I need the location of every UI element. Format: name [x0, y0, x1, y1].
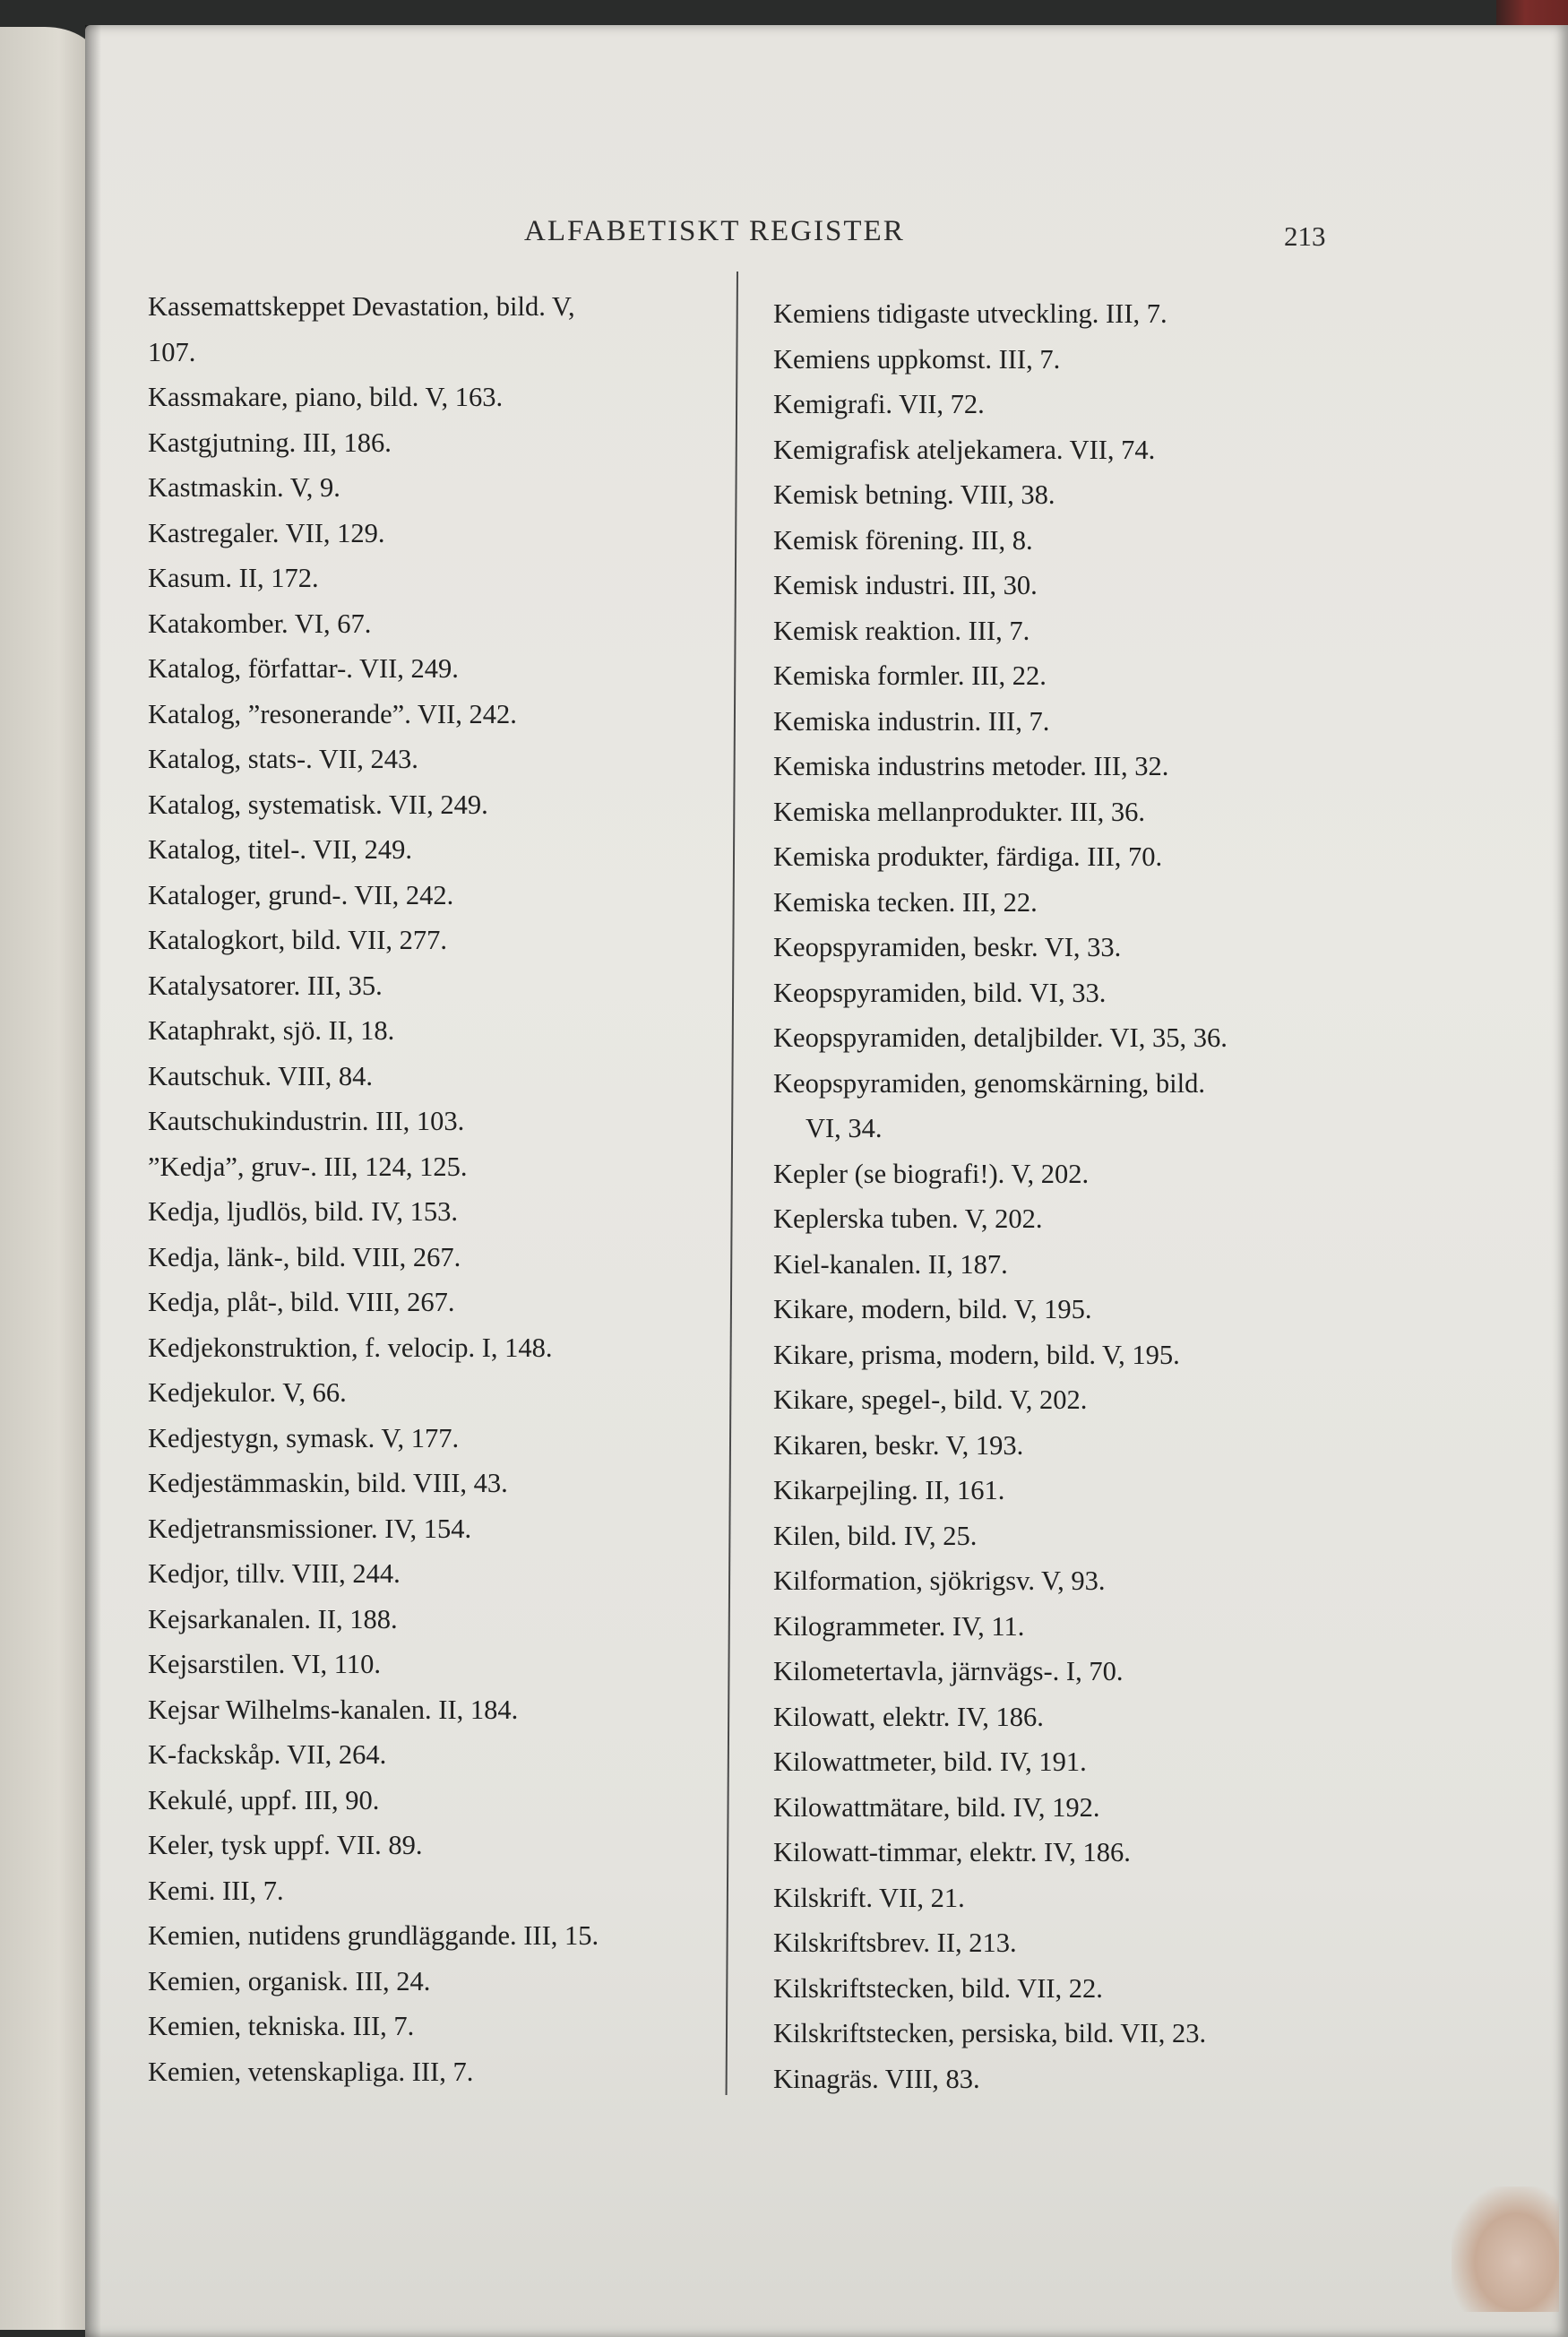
index-entry: Kasum. II, 172. — [148, 563, 319, 593]
index-entry: Kataphrakt, sjö. II, 18. — [148, 1015, 395, 1046]
index-entry: Kedja, plåt-, bild. VIII, 267. — [148, 1287, 455, 1317]
running-title: ALFABETISKT REGISTER — [524, 215, 905, 247]
index-column-right — [773, 291, 1472, 2101]
index-entry: Kautschukindustrin. III, 103. — [148, 1106, 465, 1136]
index-entry: Kemisk reaktion. III, 7. — [773, 615, 1030, 646]
index-entry: Kassemattskeppet Devastation, bild. V, — [148, 291, 575, 322]
index-entry: Katalysatorer. III, 35. — [148, 970, 383, 1001]
index-entry: Kemien, nutidens grundläggande. III, 15. — [148, 1920, 599, 1951]
index-entry: Keopspyramiden, genomskärning, bild. — [773, 1067, 1205, 1099]
index-entry: Katalog, författar-. VII, 249. — [148, 653, 459, 684]
index-entry: Kemigrafisk ateljekamera. VII, 74. — [773, 434, 1156, 465]
index-entry: Kejsar Wilhelms-kanalen. II, 184. — [148, 1694, 519, 1725]
index-entry: Kedja, länk-, bild. VIII, 267. — [148, 1241, 461, 1272]
index-entry: Kautschuk. VIII, 84. — [148, 1060, 374, 1091]
index-entry: Keopspyramiden, bild. VI, 33. — [773, 977, 1107, 1008]
index-entry: Kepler (se biografi!). V, 202. — [773, 1158, 1090, 1189]
index-entry: Kemien, vetenskapliga. III, 7. — [148, 2056, 474, 2087]
index-entry: Kekulé, uppf. III, 90. — [148, 1784, 380, 1815]
index-entry: Kilowatt, elektr. IV, 186. — [773, 1701, 1044, 1732]
index-entry: Kemiska tecken. III, 22. — [773, 886, 1038, 918]
index-entry: Kikarpejling. II, 161. — [773, 1475, 1005, 1505]
index-entry: Kataloger, grund-. VII, 242. — [148, 879, 454, 910]
page-number: 213 — [1284, 220, 1326, 252]
index-entry: Kilowatt-timmar, elektr. IV, 186. — [773, 1837, 1131, 1867]
index-entry: Kilowattmeter, bild. IV, 191. — [773, 1746, 1087, 1777]
index-entry: Katalog, stats-. VII, 243. — [148, 744, 418, 774]
index-entry: Keler, tysk uppf. VII. 89. — [148, 1830, 423, 1860]
index-entry: Kemiska industrin. III, 7. — [773, 705, 1050, 737]
index-entry: Kemien, tekniska. III, 7. — [148, 2011, 415, 2041]
index-entry: Kedjestämmaskin, bild. VIII, 43. — [148, 1468, 508, 1498]
index-entry: Kedjekonstruktion, f. velocip. I, 148. — [148, 1332, 553, 1363]
index-entry: Kemiens uppkomst. III, 7. — [773, 343, 1061, 375]
index-entry: Katakomber. VI, 67. — [148, 608, 372, 639]
index-entry: Kejsarkanalen. II, 188. — [148, 1603, 398, 1634]
index-entry: Kastregaler. VII, 129. — [148, 517, 385, 548]
index-entry: Kemisk förening. III, 8. — [773, 524, 1033, 556]
gutter-shadow — [85, 25, 101, 2337]
index-entry: Kemisk industri. III, 30. — [773, 570, 1038, 600]
index-entry: Kemigrafi. VII, 72. — [773, 389, 985, 419]
index-entry: Katalog, ”resonerande”. VII, 242. — [148, 698, 517, 729]
index-entry: Kemiska industrins metoder. III, 32. — [773, 751, 1169, 781]
index-entry: Kedjor, tillv. VIII, 244. — [148, 1558, 401, 1589]
index-entry: Keopspyramiden, beskr. VI, 33. — [773, 932, 1122, 962]
index-entry: Kassmakare, piano, bild. V, 163. — [148, 382, 504, 412]
index-entry: ”Kedja”, gruv-. III, 124, 125. — [148, 1151, 468, 1182]
index-entry: Keplerska tuben. V, 202. — [773, 1203, 1043, 1234]
index-entry: Kikaren, beskr. V, 193. — [773, 1429, 1024, 1461]
index-column-left — [148, 284, 802, 2094]
index-entry: Keopspyramiden, detaljbilder. VI, 35, 36. — [773, 1022, 1228, 1053]
index-entry: Kilogrammeter. IV, 11. — [773, 1610, 1025, 1642]
index-entry: Kemiska mellanprodukter. III, 36. — [773, 796, 1146, 827]
index-entry: Kinagräs. VIII, 83. — [773, 2063, 980, 2094]
book-page — [85, 25, 1568, 2337]
index-entry: Kilometertavla, järnvägs-. I, 70. — [773, 1656, 1124, 1686]
index-entry: Kastgjutning. III, 186. — [148, 427, 392, 458]
index-entry: Kilen, bild. IV, 25. — [773, 1520, 978, 1551]
index-entry: Kikare, modern, bild. V, 195. — [773, 1294, 1092, 1324]
index-entry: Kikare, spegel-, bild. V, 202. — [773, 1384, 1088, 1415]
index-entry: Kemiska formler. III, 22. — [773, 660, 1047, 691]
index-entry: Katalog, titel-. VII, 249. — [148, 834, 413, 865]
index-entry: Kilskriftstecken, bild. VII, 22. — [773, 1972, 1103, 2004]
index-entry: Kemien, organisk. III, 24. — [148, 1965, 431, 1996]
index-entry-continuation: 107. — [148, 336, 196, 367]
index-entry: Kilowattmätare, bild. IV, 192. — [773, 1791, 1100, 1823]
index-entry: Kedjekulor. V, 66. — [148, 1377, 347, 1408]
index-entry: Kedjestygn, symask. V, 177. — [148, 1422, 460, 1453]
index-entry: Kemi. III, 7. — [148, 1875, 284, 1906]
index-entry: K-fackskåp. VII, 264. — [148, 1739, 387, 1770]
index-entry: Kilskriftstecken, persiska, bild. VII, 23. — [773, 2018, 1207, 2048]
index-entry: Katalogkort, bild. VII, 277. — [148, 925, 448, 955]
index-entry: Kiel-kanalen. II, 187. — [773, 1248, 1008, 1280]
thumb-at-corner — [1452, 2186, 1559, 2312]
index-entry: Kedja, ljudlös, bild. IV, 153. — [148, 1196, 458, 1227]
index-entry: Kemisk betning. VIII, 38. — [773, 479, 1055, 510]
index-entry: Kemiska produkter, färdiga. III, 70. — [773, 841, 1163, 872]
index-entry: Kilskrift. VII, 21. — [773, 1882, 965, 1913]
index-entry: Kemiens tidigaste utveckling. III, 7. — [773, 298, 1167, 329]
index-entry: Kejsarstilen. VI, 110. — [148, 1649, 382, 1679]
index-entry: Kilformation, sjökrigsv. V, 93. — [773, 1565, 1106, 1596]
index-entry: Kilskriftsbrev. II, 213. — [773, 1927, 1017, 1958]
index-entry: Kastmaskin. V, 9. — [148, 472, 340, 503]
index-entry: Kikare, prisma, modern, bild. V, 195. — [773, 1339, 1180, 1370]
index-entry: Kedjetransmissioner. IV, 154. — [148, 1513, 472, 1544]
previous-page-edge — [0, 27, 99, 2330]
index-entry: Katalog, systematisk. VII, 249. — [148, 789, 488, 820]
page-header — [85, 215, 1568, 251]
index-entry-continuation: VI, 34. — [806, 1113, 883, 1143]
